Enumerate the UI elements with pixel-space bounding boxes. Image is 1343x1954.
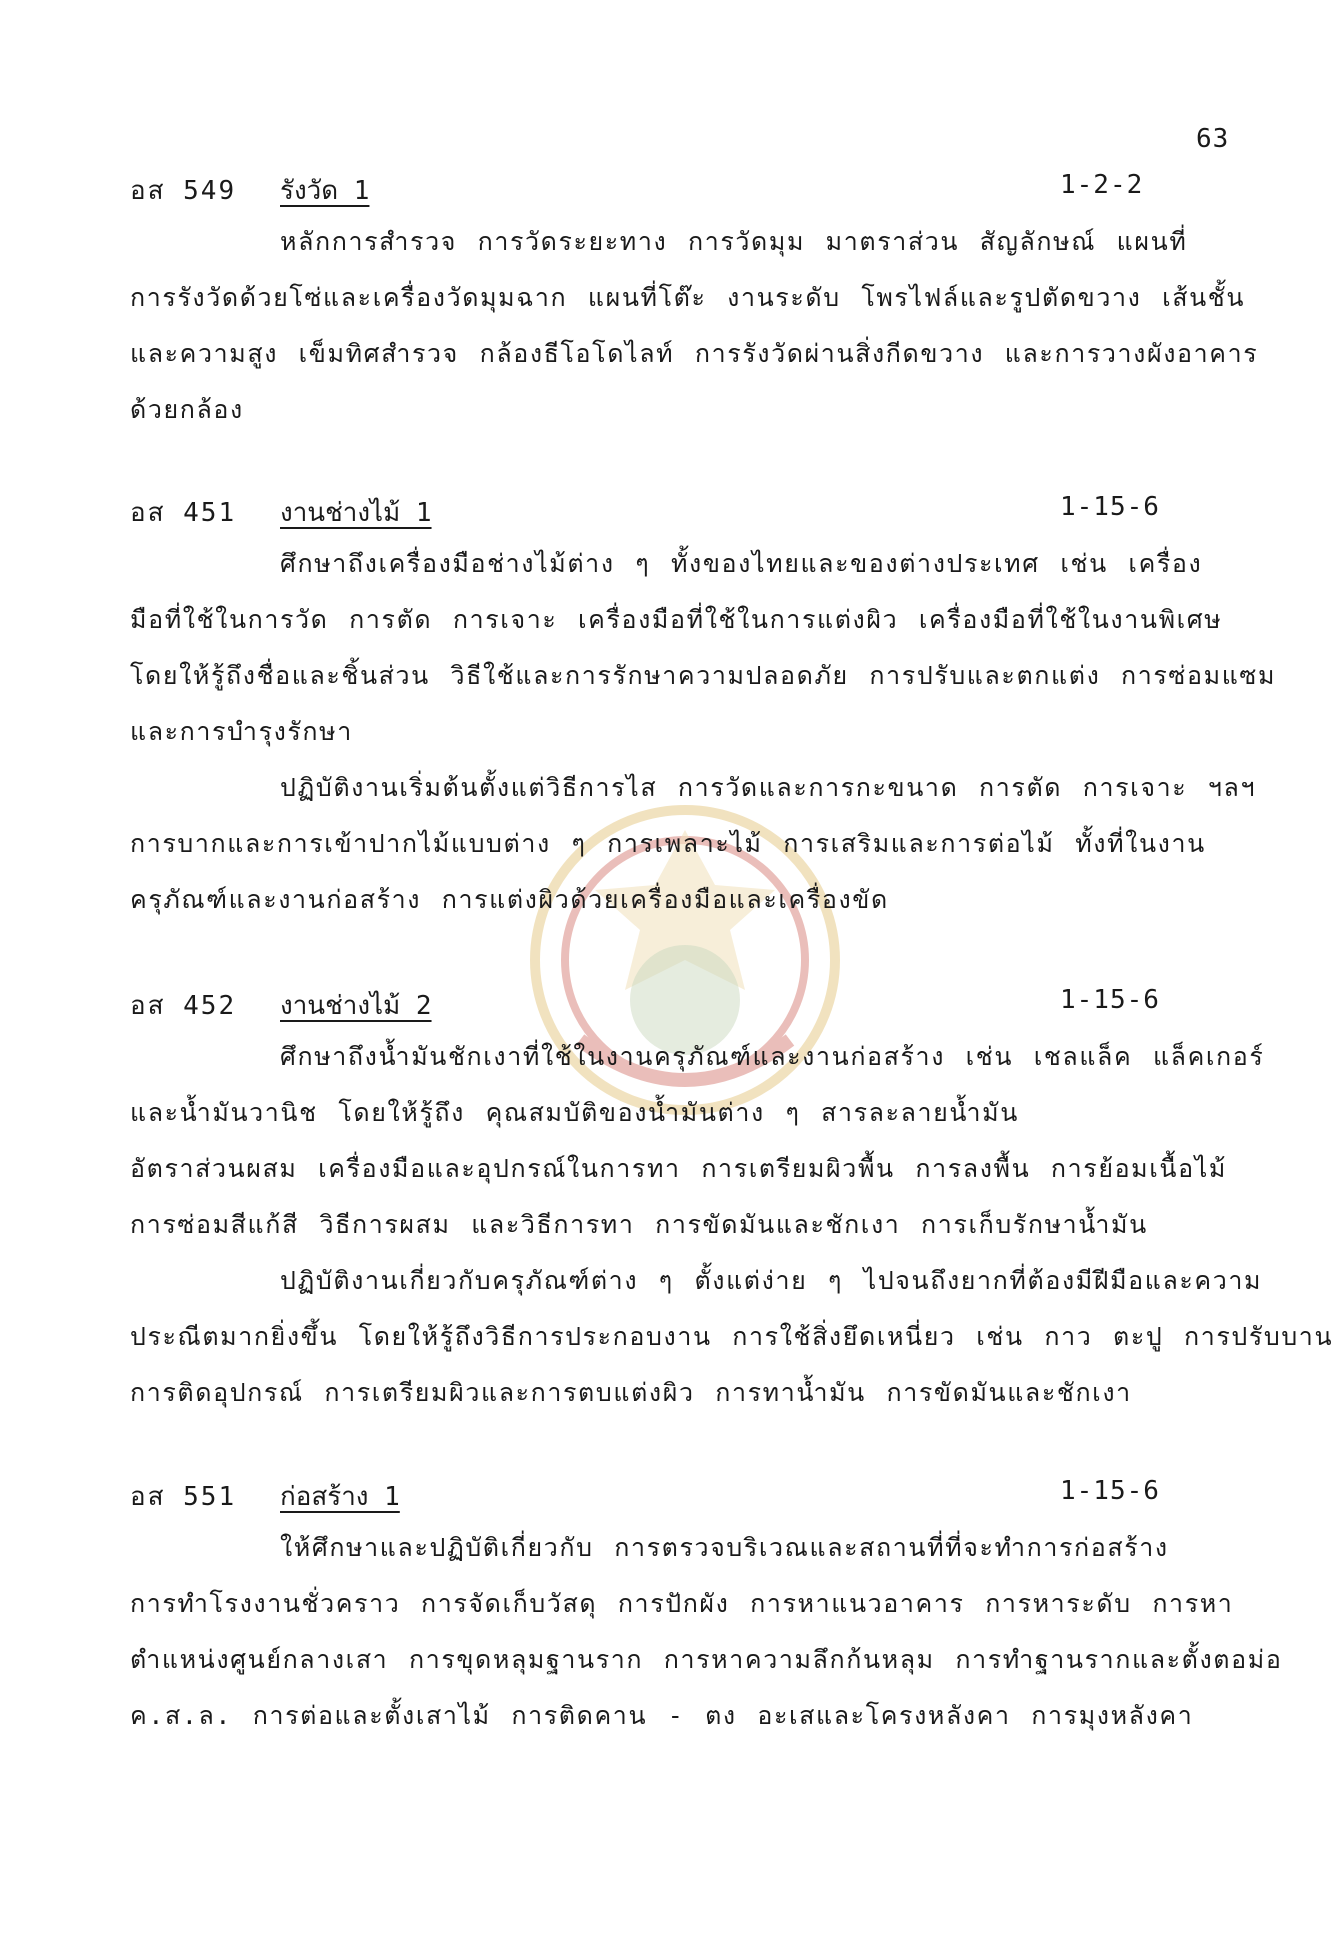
- text-line: ประณีตมากยิ่งขึ้น โดยให้รู้ถึงวิธีการประกอบงาน การใช้สิ่งยึดเหนี่ยว เช่น กาว ตะปู การปรับบาน: [130, 1322, 1334, 1351]
- text-line: การติดอุปกรณ์ การเตรียมผิวและการตบแต่งผิว การทาน้ำมัน การขัดมันและชักเงา: [130, 1378, 1132, 1407]
- text-line: และความสูง เข็มทิศสำรวจ กล้องธีโอโดไลท์ การรังวัดผ่านสิ่งกีดขวาง และการวางผังอาคาร: [130, 339, 1259, 368]
- course-code: อส 549: [130, 176, 237, 206]
- course-block: [130, 170, 1280, 438]
- text-line: โดยให้รู้ถึงชื่อและชิ้นส่วน วิธีใช้และการรักษาความปลอดภัย การปรับและตกแต่ง การซ่อมแซม: [130, 661, 1277, 690]
- text-line: การทำโรงงานชั่วคราว การจัดเก็บวัสดุ การปักผัง การหาแนวอาคาร การหาระดับ การหา: [130, 1589, 1234, 1618]
- course-header: [130, 1476, 1280, 1520]
- course-title: รังวัด 1: [280, 176, 370, 206]
- page-number: 63: [1196, 124, 1230, 154]
- text-line: ค.ส.ล. การต่อและตั้งเสาไม้ การติดคาน - ตง อะเสและโครงหลังคา การมุงหลังคา: [130, 1701, 1194, 1730]
- course-credit: 1-15-6: [1060, 1476, 1160, 1506]
- course-practice: [130, 760, 1280, 928]
- text-line: ปฏิบัติงานเริ่มต้นตั้งแต่วิธีการไส การวัดและการกะขนาด การตัด การเจาะ ฯลฯ: [280, 773, 1257, 802]
- course-code: อส 452: [130, 991, 237, 1021]
- course-credit: 1-15-6: [1060, 492, 1160, 522]
- text-line: การรังวัดด้วยโซ่และเครื่องวัดมุมฉาก แผนที่โต๊ะ งานระดับ โพรไฟล์และรูปตัดขวาง เส้นชั้น: [130, 283, 1246, 312]
- course-description: [130, 1520, 1283, 1744]
- text-line: ศึกษาถึงเครื่องมือช่างไม้ต่าง ๆ ทั้งของไทยและของต่างประเทศ เช่น เครื่อง: [280, 549, 1203, 578]
- course-code: อส 451: [130, 498, 237, 528]
- course-description: [130, 214, 1280, 438]
- text-line: หลักการสำรวจ การวัดระยะทาง การวัดมุม มาตราส่วน สัญลักษณ์ แผนที่: [280, 227, 1188, 256]
- text-line: และการบำรุงรักษา: [130, 717, 353, 746]
- course-description: [130, 1029, 1280, 1253]
- text-line: ปฏิบัติงานเกี่ยวกับครุภัณฑ์ต่าง ๆ ตั้งแต่ง่าย ๆ ไปจนถึงยากที่ต้องมีฝีมือและความ: [280, 1266, 1263, 1295]
- course-header: [130, 492, 1280, 536]
- course-code: อส 551: [130, 1482, 237, 1512]
- course-block: [130, 985, 1334, 1421]
- course-title: งานช่างไม้ 2: [280, 991, 432, 1021]
- course-header: [130, 170, 1280, 214]
- text-line: ตำแหน่งศูนย์กลางเสา การขุดหลุมฐานราก การหาความลึกก้นหลุม การทำฐานรากและตั้งตอม่อ: [130, 1645, 1283, 1674]
- text-line: ให้ศึกษาและปฏิบัติเกี่ยวกับ การตรวจบริเวณและสถานที่ที่จะทำการก่อสร้าง: [280, 1533, 1169, 1562]
- course-credit: 1-2-2: [1060, 170, 1144, 200]
- course-credit: 1-15-6: [1060, 985, 1160, 1015]
- text-line: ด้วยกล้อง: [130, 395, 244, 424]
- text-line: ศึกษาถึงน้ำมันชักเงาที่ใช้ในงานครุภัณฑ์และงานก่อสร้าง เช่น เชลแล็ค แล็คเกอร์: [280, 1042, 1265, 1071]
- text-line: การซ่อมสีแก้สี วิธีการผสม และวิธีการทา การขัดมันและชักเงา การเก็บรักษาน้ำมัน: [130, 1210, 1148, 1239]
- text-line: มือที่ใช้ในการวัด การตัด การเจาะ เครื่องมือที่ใช้ในการแต่งผิว เครื่องมือที่ใช้ในงานพิเศษ: [130, 605, 1223, 634]
- text-line: การบากและการเข้าปากไม้แบบต่าง ๆ การเพลาะไม้ การเสริมและการต่อไม้ ทั้งที่ในงาน: [130, 829, 1206, 858]
- text-line: อัตราส่วนผสม เครื่องมือและอุปกรณ์ในการทา การเตรียมผิวพื้น การลงพื้น การย้อมเนื้อไม้: [130, 1154, 1227, 1183]
- text-line: ครุภัณฑ์และงานก่อสร้าง การแต่งผิวด้วยเครื่องมือและเครื่องขัด: [130, 885, 889, 914]
- course-practice: [130, 1253, 1334, 1421]
- course-block: [130, 492, 1280, 928]
- course-title: ก่อสร้าง 1: [280, 1482, 400, 1512]
- course-title: งานช่างไม้ 1: [280, 498, 432, 528]
- text-line: และน้ำมันวานิช โดยให้รู้ถึง คุณสมบัติของน้ำมันต่าง ๆ สารละลายน้ำมัน: [130, 1098, 1019, 1127]
- course-block: [130, 1476, 1283, 1744]
- course-description: [130, 536, 1280, 760]
- course-header: [130, 985, 1280, 1029]
